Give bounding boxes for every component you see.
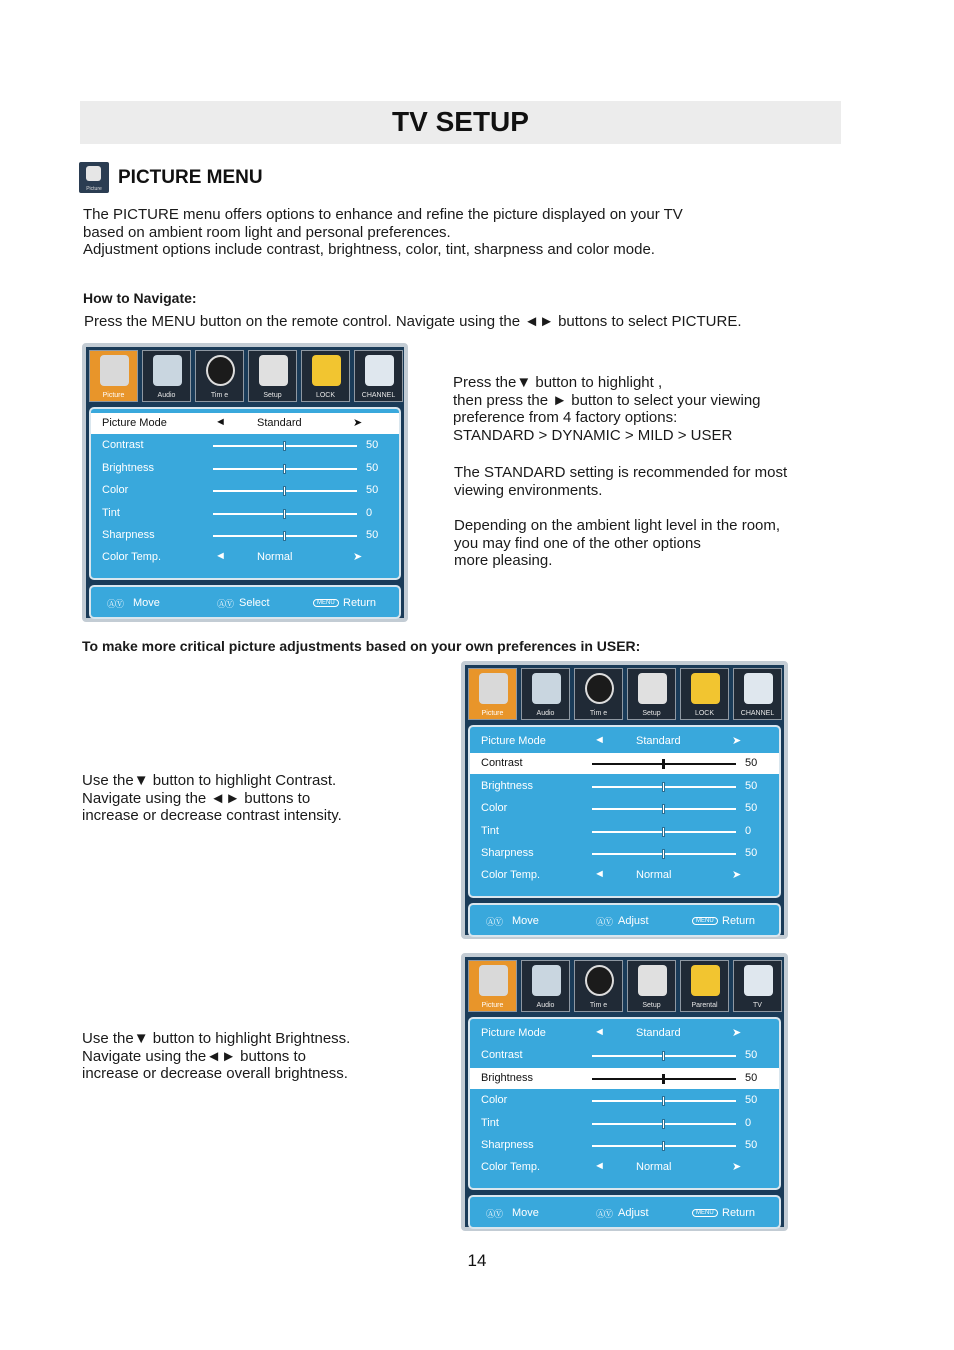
footer-move-label: Move [133, 597, 160, 609]
slider-value: 50 [745, 1049, 758, 1062]
footer-action-label: Adjust [618, 1207, 649, 1219]
setting-value: Normal [257, 551, 293, 564]
menu-tab-channel[interactable] [354, 350, 403, 402]
text-line: The STANDARD setting is recommended for most [454, 464, 788, 481]
setting-label: Contrast [102, 439, 144, 452]
menu-tab-audio[interactable] [142, 350, 191, 402]
menu-tab-setup[interactable] [627, 668, 676, 720]
setting-value: Standard [636, 735, 681, 747]
menu-key-icon: MENU [313, 599, 339, 607]
menu-tab-label: LOCK [315, 392, 336, 399]
right-arrow-icon[interactable]: ➤ [732, 1027, 742, 1039]
menu-key-icon: MENU [692, 1209, 718, 1217]
left-arrow-icon[interactable]: ◄ [594, 1160, 605, 1173]
standard-note [454, 464, 787, 499]
monitor-icon [744, 673, 773, 704]
slider-thumb[interactable] [662, 759, 665, 769]
footer-action-label: Adjust [618, 915, 649, 927]
intro-paragraph [83, 206, 683, 259]
text-line: increase or decrease overall brightness. [82, 1065, 348, 1082]
color-temp-row[interactable] [91, 547, 399, 568]
slider-value: 50 [745, 1094, 758, 1107]
brightness-instructions [82, 1030, 350, 1083]
slider-thumb[interactable] [662, 1096, 665, 1106]
menu-tab-label: CHANNEL [361, 392, 396, 399]
picture-mode-row[interactable] [470, 1023, 779, 1044]
slider-value: 50 [366, 484, 379, 497]
picture-settings-panel [89, 407, 401, 580]
slider-thumb[interactable] [283, 531, 286, 541]
menu-tab-label: Picture [481, 710, 504, 717]
up-down-arrows-icon: ⒶⓋ [486, 917, 503, 927]
section-title: PICTURE MENU [118, 167, 263, 188]
left-arrow-icon[interactable]: ◄ [215, 550, 226, 563]
left-right-arrows-icon: ⒶⓋ [596, 1209, 613, 1219]
footer-action-label: Select [239, 597, 270, 609]
menu-tab-label: Audio [157, 392, 176, 399]
slider-thumb[interactable] [283, 486, 286, 496]
footer-move-label: Move [512, 1207, 539, 1219]
intro-line: based on ambient room light and personal preferences. [83, 223, 451, 241]
setting-label: Brightness [481, 779, 533, 792]
wrench-icon [638, 673, 667, 704]
slider-value: 50 [745, 757, 758, 770]
setting-label: Color [481, 1094, 508, 1107]
setting-value: Normal [636, 1161, 672, 1174]
slider-value: 50 [745, 802, 758, 815]
right-arrow-icon[interactable]: ➤ [732, 1161, 742, 1174]
menu-tab-label: Tim e [589, 710, 608, 717]
clock-icon [585, 673, 614, 704]
right-arrow-icon[interactable]: ➤ [732, 735, 742, 747]
slider-thumb[interactable] [283, 441, 286, 451]
camcorder-icon [100, 355, 129, 386]
menu-tab-label: Audio [536, 710, 555, 717]
setting-label: Brightness [481, 1071, 533, 1084]
menu-footer-bar [468, 1195, 781, 1229]
setting-row-sharpness[interactable] [470, 843, 779, 864]
right-arrow-icon[interactable]: ➤ [732, 869, 742, 882]
setting-value: Normal [636, 869, 672, 882]
text-line: Press the▼ button to highlight , [453, 374, 663, 391]
speaker-icon [153, 355, 182, 386]
picture-mode-row[interactable] [470, 731, 779, 752]
user-heading: To make more critical picture adjustments based on your own preferences in USER: [82, 638, 641, 654]
setting-label: Contrast [481, 757, 523, 770]
setting-row-sharpness[interactable] [91, 525, 399, 546]
menu-tab-label: CHANNEL [740, 710, 775, 717]
slider-thumb[interactable] [283, 464, 286, 474]
footer-return-label: Return [343, 597, 377, 609]
menu-tab-lock[interactable] [680, 668, 729, 720]
setting-row-contrast[interactable] [470, 1045, 779, 1066]
slider-value: 50 [745, 1139, 758, 1151]
page-number: 14 [467, 1251, 487, 1270]
menu-tab-time[interactable] [574, 960, 623, 1012]
padlock-icon [312, 355, 341, 386]
text-line: Navigate using the ◄► buttons to [82, 789, 311, 807]
slider-value: 50 [366, 461, 379, 474]
left-right-arrows-icon: ⒶⓋ [217, 599, 234, 609]
text-line: Use the▼ button to highlight Contrast. [82, 772, 337, 789]
menu-tab-label: Parental [691, 1002, 718, 1009]
left-arrow-icon[interactable]: ◄ [594, 1026, 605, 1038]
menu-footer-bar [468, 903, 781, 937]
menu-tab-setup[interactable] [248, 350, 297, 402]
menu-tab-label: Audio [536, 1002, 555, 1009]
menu-tab-tv[interactable] [733, 960, 782, 1012]
text-line: Depending on the ambient light level in the room, [454, 517, 781, 534]
setting-row-color[interactable] [470, 798, 779, 819]
menu-tab-picture[interactable] [468, 960, 517, 1012]
text-line: you may find one of the other options [454, 534, 701, 552]
menu-icon-bar [468, 668, 781, 720]
right-arrow-icon[interactable]: ➤ [353, 417, 363, 429]
setting-label: Picture Mode [102, 417, 167, 429]
menu-tab-picture[interactable] [468, 668, 517, 720]
setting-label: Contrast [481, 1049, 523, 1062]
setting-row-color[interactable] [91, 480, 399, 501]
mode-instructions [453, 374, 761, 444]
setting-label: Sharpness [481, 847, 534, 859]
color-temp-row[interactable] [470, 865, 779, 886]
picture-settings-panel [468, 725, 781, 898]
footer-move-label: Move [512, 915, 539, 927]
menu-tab-parental[interactable] [680, 960, 729, 1012]
clock-icon [206, 355, 235, 386]
menu-tab-time[interactable] [574, 668, 623, 720]
color-temp-row[interactable] [470, 1157, 779, 1178]
monitor-icon [744, 965, 773, 996]
page-title: TV SETUP [392, 106, 529, 137]
setting-label: Color [102, 484, 129, 497]
camcorder-icon [479, 673, 508, 704]
slider-value: 0 [745, 824, 752, 837]
setting-row-color[interactable] [470, 1090, 779, 1111]
left-arrow-icon[interactable]: ◄ [215, 416, 226, 428]
tv-menu-screen-contrast [461, 661, 788, 939]
menu-tab-audio[interactable] [521, 960, 570, 1012]
setting-label: Color Temp. [481, 869, 541, 882]
slider-thumb[interactable] [662, 1141, 665, 1151]
clock-icon [585, 965, 614, 996]
picture-camcorder-icon [79, 162, 109, 193]
setting-row-brightness[interactable] [470, 1068, 779, 1089]
text-line: Use the▼ button to highlight Brightness. [82, 1030, 351, 1047]
setting-row-brightness[interactable] [91, 458, 399, 479]
right-arrow-icon[interactable]: ➤ [353, 551, 363, 564]
title-bar [80, 101, 841, 144]
slider-value: 50 [366, 529, 379, 541]
menu-tab-time[interactable] [195, 350, 244, 402]
slider-thumb[interactable] [662, 782, 665, 792]
footer-return-label: Return [722, 1207, 756, 1219]
menu-tab-label: Setup [642, 710, 661, 717]
menu-tab-channel[interactable] [733, 668, 782, 720]
setting-row-contrast[interactable] [91, 435, 399, 456]
slider-value: 0 [745, 1116, 752, 1129]
wrench-icon [638, 965, 667, 996]
picture-settings-panel [468, 1017, 781, 1190]
setting-row-tint[interactable] [470, 1113, 779, 1134]
menu-tab-label: Tim e [210, 392, 229, 399]
slider-thumb[interactable] [662, 1051, 665, 1061]
slider-thumb[interactable] [662, 1074, 665, 1084]
menu-tab-lock[interactable] [301, 350, 350, 402]
setting-label: Color Temp. [481, 1161, 541, 1174]
menu-tab-audio[interactable] [521, 668, 570, 720]
slider-thumb[interactable] [662, 1119, 665, 1129]
icon-caption: Picture [86, 186, 102, 192]
text-line: more pleasing. [454, 552, 553, 569]
menu-footer-bar [89, 585, 401, 619]
left-right-arrows-icon: ⒶⓋ [596, 917, 613, 927]
menu-tab-setup[interactable] [627, 960, 676, 1012]
menu-tab-picture[interactable] [89, 350, 138, 402]
text-line: increase or decrease contrast intensity. [82, 807, 342, 824]
tv-menu-screen-brightness [461, 953, 788, 1231]
setting-row-brightness[interactable] [470, 776, 779, 797]
setting-label: Picture Mode [481, 735, 546, 747]
menu-tab-label: Setup [263, 392, 282, 399]
menu-tab-label: TV [753, 1002, 762, 1009]
text-line: preference from 4 factory options: [453, 409, 678, 426]
text-line: viewing environments. [454, 481, 603, 499]
setting-label: Tint [102, 506, 120, 519]
camcorder-icon [479, 965, 508, 996]
footer-return-label: Return [722, 915, 756, 927]
menu-icon-bar [468, 960, 781, 1012]
menu-tab-label: Picture [481, 1002, 504, 1009]
contrast-instructions [82, 772, 342, 825]
slider-value: 50 [745, 779, 758, 792]
setting-row-contrast[interactable] [470, 753, 779, 774]
left-arrow-icon[interactable]: ◄ [594, 868, 605, 881]
slider-thumb[interactable] [662, 849, 665, 859]
menu-key-icon: MENU [692, 917, 718, 925]
text-line: then press the ► button to select your viewing [453, 391, 761, 409]
setting-row-sharpness[interactable] [470, 1135, 779, 1156]
nav-heading: How to Navigate: [83, 290, 197, 306]
monitor-icon [365, 355, 394, 386]
menu-icon-bar [89, 350, 401, 402]
intro-line: The PICTURE menu offers options to enhance and refine the picture displayed on your TV [83, 206, 683, 223]
up-down-arrows-icon: ⒶⓋ [486, 1209, 503, 1219]
intro-line: Adjustment options include contrast, brightness, color, tint, sharpness and color mode. [83, 241, 655, 258]
text-line: Navigate using the◄► buttons to [82, 1047, 306, 1065]
wrench-icon [259, 355, 288, 386]
setting-label: Color Temp. [102, 551, 162, 564]
menu-tab-label: Picture [102, 392, 125, 399]
setting-value: Standard [636, 1027, 681, 1039]
slider-value: 50 [745, 1071, 758, 1084]
nav-text: Press the MENU button on the remote control. Navigate using the ◄► buttons to select PICTURE. [84, 313, 742, 330]
setting-label: Sharpness [102, 529, 155, 541]
setting-label: Tint [481, 824, 499, 837]
slider-thumb[interactable] [662, 827, 665, 837]
slider-thumb[interactable] [662, 804, 665, 814]
tv-menu-screen-select [82, 343, 408, 622]
left-arrow-icon[interactable]: ◄ [594, 734, 605, 746]
menu-tab-label: LOCK [694, 710, 715, 717]
slider-value: 50 [366, 439, 379, 452]
setting-label: Tint [481, 1116, 499, 1129]
slider-value: 0 [366, 506, 373, 519]
setting-label: Picture Mode [481, 1027, 546, 1039]
setting-row-tint[interactable] [91, 503, 399, 524]
slider-thumb[interactable] [283, 509, 286, 519]
speaker-icon [532, 673, 561, 704]
menu-tab-label: Tim e [589, 1002, 608, 1009]
padlock-icon [691, 673, 720, 704]
padlock-icon [691, 965, 720, 996]
setting-row-tint[interactable] [470, 821, 779, 842]
speaker-icon [532, 965, 561, 996]
ambient-note [454, 517, 780, 570]
menu-tab-label: Setup [642, 1002, 661, 1009]
setting-label: Sharpness [481, 1139, 534, 1151]
up-down-arrows-icon: ⒶⓋ [107, 599, 124, 609]
setting-value: Standard [257, 417, 302, 429]
slider-value: 50 [745, 847, 758, 859]
setting-label: Color [481, 802, 508, 815]
picture-mode-row[interactable] [91, 413, 399, 434]
setting-label: Brightness [102, 461, 154, 474]
text-line: STANDARD > DYNAMIC > MILD > USER [453, 426, 733, 444]
